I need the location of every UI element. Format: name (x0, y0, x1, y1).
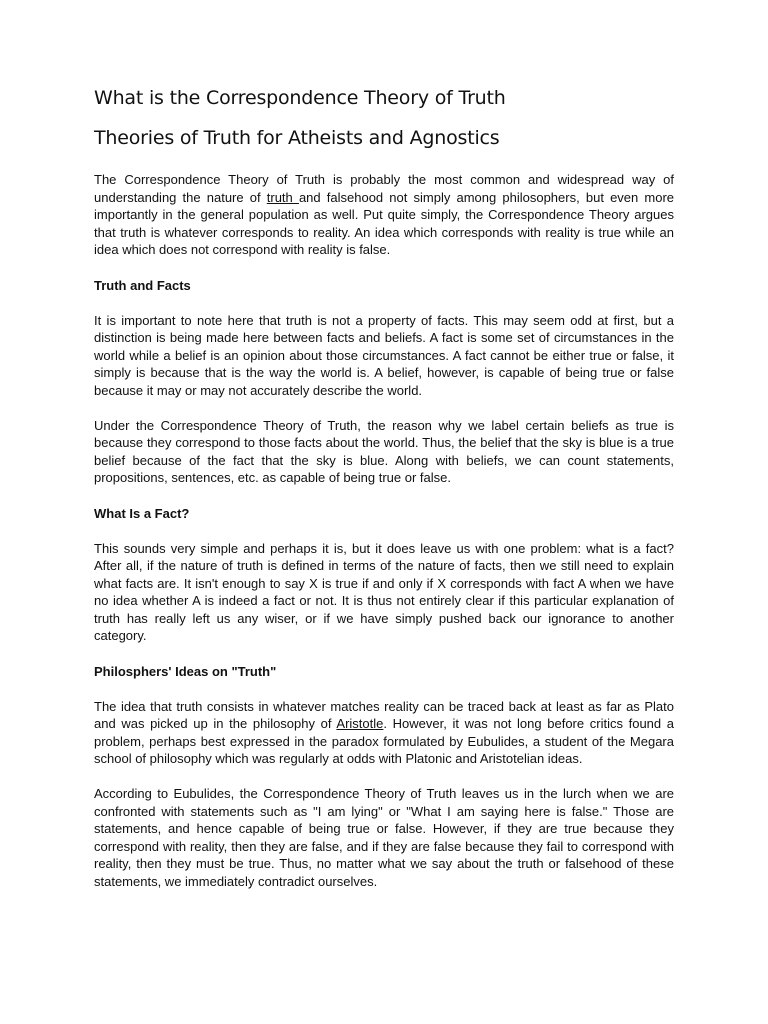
philosophers-text-after: . However, it was not long before critics found a problem, perhaps best expressed in the paradox formulated by Eubulides, a student of the Megara school of philosophy which was regularly at odds with Platonic and Aristotelian ideas. (94, 716, 674, 767)
intro-paragraph (94, 171, 674, 259)
page-title: What is the Correspondence Theory of Truth (94, 87, 506, 109)
section-heading-philosophers-ideas: Philosphers' Ideas on "Truth" (94, 664, 277, 680)
intro-text-before: The Correspondence Theory of Truth is probably the most common and widespread way of understanding the nature of (94, 172, 674, 205)
paragraph-philosophers-1 (94, 698, 674, 768)
paragraph-philosophers-2: According to Eubulides, the Correspondence Theory of Truth leaves us in the lurch when we are confronted with statements such as "I am lying" or "What I am saying here is false." Those are statements, and hence capable of being true or false. However, if they are true because they correspond with reality, then they are false, and if they are false because they fail to correspond with reality, then they must be true. Thus, no matter what we say about the truth or falsehood of these statements, we immediately contradict ourselves. (94, 786, 674, 889)
paragraph-what-is-a-fact-1: This sounds very simple and perhaps it is, but it does leave us with one problem: what is a fact? After all, if the nature of truth is defined in terms of the nature of facts, then we still need to explain what facts are. It isn't enough to say X is true if and only if X corresponds with fact A when we have no idea whether A is indeed a fact or not. It is thus not entirely clear if this particular explanation of truth has really left us any wiser, or if we have simply pushed back our ignorance to another category. (94, 540, 674, 644)
section-heading-truth-and-facts: Truth and Facts (94, 277, 191, 293)
aristotle-link[interactable]: Aristotle (336, 716, 384, 732)
paragraph-truth-and-facts-2: Under the Correspondence Theory of Truth, the reason why we label certain beliefs as true is because they correspond to those facts about the world. Thus, the belief that the sky is blue is a true belief because of the fact that the sky is blue. Along with beliefs, we can count statements, propositions, sentences, etc. as capable of being true or false. (94, 417, 674, 486)
truth-link[interactable]: truth (266, 189, 299, 205)
section-heading-what-is-a-fact: What Is a Fact? (94, 505, 190, 521)
philosophers-text-before: The idea that truth consists in whatever matches reality can be traced back at least as far as Plato and was picked up in the philosophy of (94, 698, 674, 732)
intro-text-after: and falsehood not simply among philosophers, but even more importantly in the general population as well. Put quite simply, the Correspondence Theory argues that truth is whatever corresponds to reality. An idea which corresponds with reality is true while an idea which does not correspond with reality is false. (94, 189, 675, 258)
page-subtitle: Theories of Truth for Atheists and Agnostics (94, 127, 500, 149)
paragraph-truth-and-facts-1: It is important to note here that truth is not a property of facts. This may seem odd at first, but a distinction is being made here between facts and beliefs. A fact is some set of circumstances in the world while a belief is an opinion about those circumstances. A fact cannot be either true or false, it simply is because that is the way the world is. A belief, however, is capable of being true or false because it may or may not accurately describe the world. (94, 312, 674, 398)
